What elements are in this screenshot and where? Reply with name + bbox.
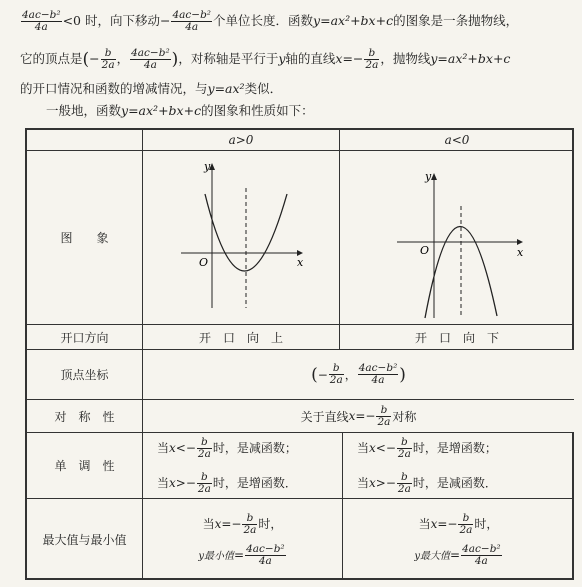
symmetry-label: 对 称 性 (54, 409, 115, 424)
extreme-positive: 当x=− $\frac{b}{2a}$ 时， y最小值= $\frac{\text{4ac−b²}}{4a}$ (198, 511, 285, 567)
graph-x-label: x (517, 246, 524, 259)
extreme-negative: 当x=− $\frac{b}{2a}$ 时， y最大值= $\frac{\text{4ac−b²}}{4a}$ (414, 511, 501, 567)
graph-x-label: x (297, 256, 304, 269)
vertex-value: ( − $\frac{b}{2a}$ ， $\frac{\text{4ac−b²}}{4a}$ ) (143, 350, 574, 399)
graph-upward-parabola (177, 158, 307, 317)
properties-table (25, 128, 574, 580)
graph-origin-label: O (420, 244, 430, 257)
opening-label: 开口方向 (60, 330, 109, 345)
monotonicity-negative: 当x<− $\frac{b}{2a}$ 时，是增函数； 当x>− $\frac{b}{2a}$ 时，是减函数． (357, 435, 497, 495)
header-a-negative: a<0 (444, 133, 470, 147)
paragraph-line-3: 的开口情况和函数的增减情况，与y=ax²类似． (20, 81, 283, 96)
opening-up: 开 口 向 上 (198, 330, 283, 345)
paragraph-line-4: 一般地，函数y=ax²+bx+c的图象和性质如下： (46, 103, 314, 118)
graph-y-label: y (425, 170, 432, 183)
monotonicity-positive: 当x<− $\frac{b}{2a}$ 时，是减函数； 当x>− $\frac{b}{2a}$ 时，是增函数． (157, 435, 297, 495)
extreme-label: 最大值与最小值 (42, 533, 127, 547)
graph-downward-parabola (389, 170, 529, 324)
graph-y-label: y (204, 160, 211, 173)
symmetry-value: 关于直线 x=− $\frac{b}{2a}$ 对称 (143, 400, 574, 432)
opening-down: 开 口 向 下 (414, 330, 499, 345)
monotonicity-label: 单 调 性 (54, 459, 115, 473)
image-label: 图 象 (60, 231, 109, 245)
paragraph-line-2: 它的顶点是(− $\frac{b}{2a}$ ， $\frac{\text{4ac−b²}}{4a}$ )，对称轴是平行于y轴的直线x=− $\frac{b}{2a}$ ，抛物线y=ax²+bx+c (20, 47, 511, 71)
graph-origin-label: O (199, 256, 209, 269)
header-a-positive: a>0 (228, 133, 254, 147)
fraction: $\frac{\text{4ac−b²}}{4a}$ (22, 9, 61, 33)
paragraph-line-1: $\frac{\text{4ac−b²}}{4a}$ <0 时，向下移动− $\frac{\text{4ac−b²}}{4a}$ 个单位长度．函数y=ax²+bx+c的图象是一条抛物线， (22, 9, 519, 33)
vertex-label: 顶点坐标 (60, 368, 109, 382)
